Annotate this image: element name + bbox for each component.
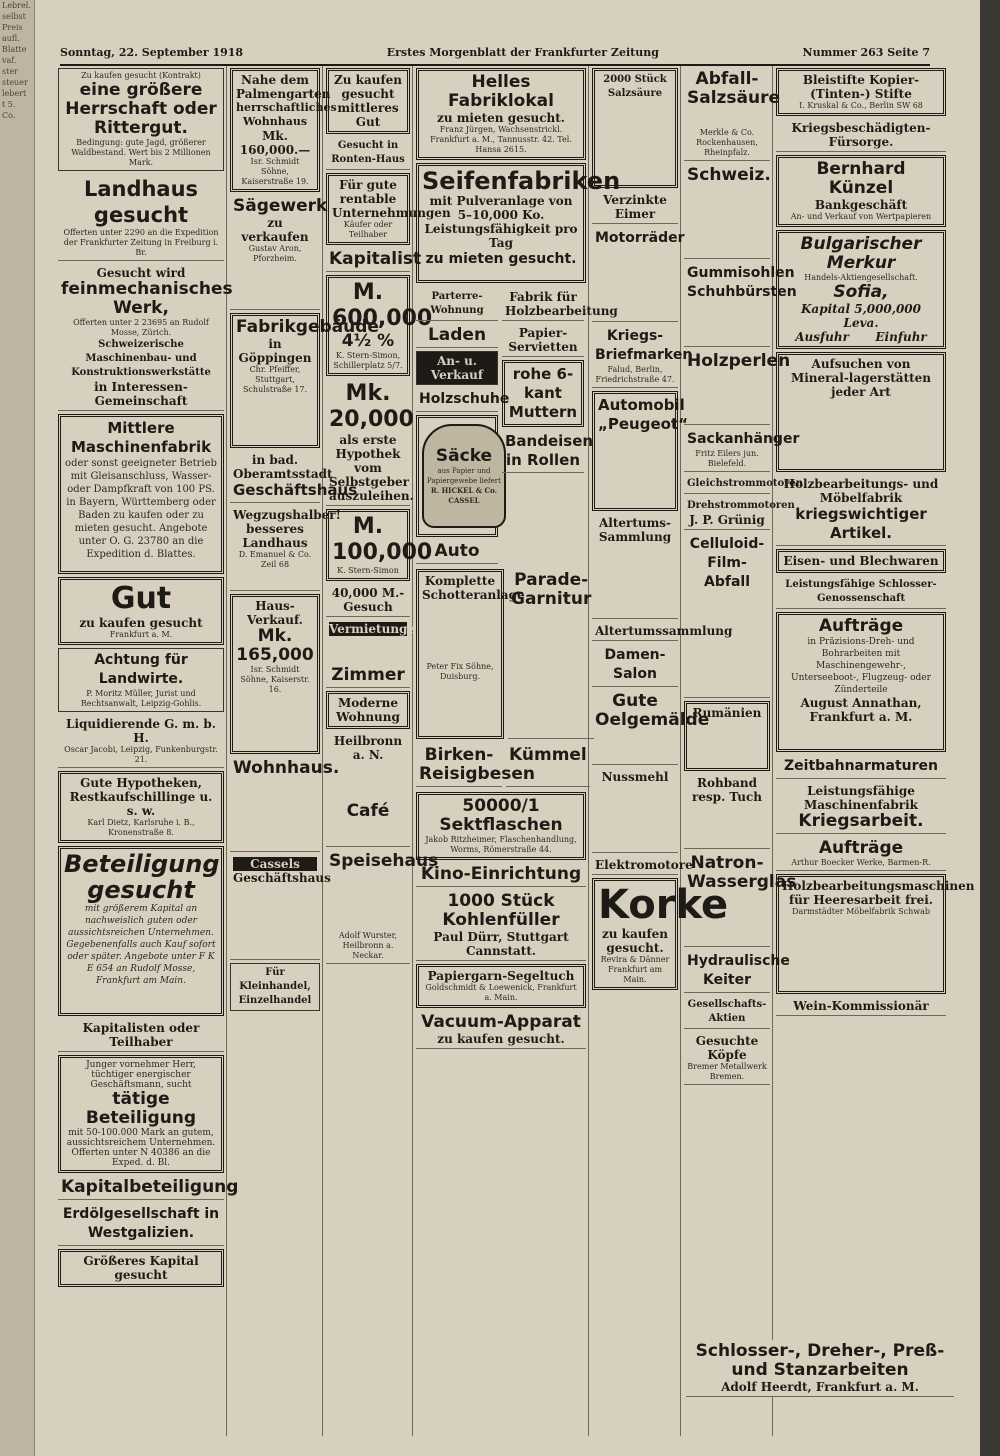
ad-abfall-salzsaeure xyxy=(684,68,781,161)
ad-title: M. 600,000 xyxy=(332,280,433,331)
ad-title: Landhaus gesucht xyxy=(83,177,199,227)
ad-title: Moderne Wohnung xyxy=(336,696,400,724)
ad-feinmechanisches-werk xyxy=(58,264,233,411)
ad-title: Damen-Salon xyxy=(604,647,666,682)
ad-wasserglas xyxy=(684,852,797,947)
ad-title: Für gute rentable Unternehmungen xyxy=(332,178,451,220)
ad-title: Kriegs-Briefmarken xyxy=(595,328,693,363)
header-paper: Erstes Morgenblatt der Frankfurter Zeitung xyxy=(386,46,659,59)
ad-schlosser-genossenschaft xyxy=(776,576,946,609)
ad-text: Isr. Schmidt Söhne, Kaiserstraße 19. xyxy=(241,157,309,186)
ad-seifenfabriken xyxy=(416,163,621,283)
ad-title: Bulgarischer Merkur xyxy=(800,234,922,273)
ad-title: Aufsuchen von Mineral-lagerstätten jeder Art xyxy=(790,357,932,399)
ad-subcolumn xyxy=(500,286,618,567)
edge-text: ster xyxy=(2,67,18,76)
ad-text: Leistungsfähige Maschinenfabrik xyxy=(803,784,918,812)
ad-text: J. P. Grünig xyxy=(689,513,765,527)
ad-title: Altertums-Sammlung xyxy=(598,516,672,544)
ad-liquidierende xyxy=(58,715,224,768)
ad-hypotheken xyxy=(58,771,224,843)
ad-papiergarn xyxy=(416,964,586,1008)
ad-title: Nahe dem Palmengarten xyxy=(236,73,331,101)
ad-title: tätige Beteiligung xyxy=(85,1089,197,1128)
ad-title: Gute Hypotheken, Restkaufschillinge u. s. w. xyxy=(69,776,213,818)
ad-sackanhaenger xyxy=(684,428,800,472)
ad-text: Adolf Wurster, Heilbronn a. Neckar. xyxy=(338,931,398,960)
ad-muttern xyxy=(502,360,584,427)
ad-text: Peter Fix Söhne, Duisburg. xyxy=(426,662,494,681)
ad-kapitalist xyxy=(326,248,422,272)
ad-papier-servietten xyxy=(502,324,584,357)
edge-text: steuer xyxy=(2,78,28,87)
ad-text: Ausfuhr xyxy=(795,330,849,344)
edge-text: vaf. xyxy=(2,56,17,65)
edge-text: Blatte xyxy=(2,45,27,54)
ad-row xyxy=(414,286,618,567)
ad-title: Säcke xyxy=(435,445,493,466)
ad-text: R. HICKEL & Co. CASSEL xyxy=(430,485,498,505)
ad-text: Schweizerische Maschinenbau- und Konstruktionswerkstätte xyxy=(71,339,211,378)
ad-title: Holzschuhe xyxy=(419,391,510,407)
ad-eimer xyxy=(592,191,678,224)
ad-kohlenfueller xyxy=(416,890,586,961)
ad-bulgarischer-merkur xyxy=(776,230,946,349)
ad-title: Wein-Kommissionär xyxy=(793,999,929,1013)
ad-title: rohe 6-kant Muttern xyxy=(508,365,578,421)
ad-title: Gummisohlen Schuhbürsten xyxy=(687,265,797,300)
ad-mittleres-gut xyxy=(326,68,410,134)
ad-wein-kommissionaer xyxy=(776,997,946,1016)
ad-title: Wohnhaus. xyxy=(233,758,340,778)
ad-taetige-beteiligung xyxy=(58,1055,224,1173)
ad-text: Paul Dürr, Stuttgart Cannstatt. xyxy=(433,930,569,958)
ad-text: P. Moritz Müller, Jurist und Rechtsanwalt, Leipzig-Gohlis. xyxy=(80,689,202,708)
ad-title: Beteiligung gesucht xyxy=(64,850,220,904)
ad-maschinenfabrik xyxy=(58,414,224,574)
ad-text: Gustav Aron, Pforzheim. xyxy=(248,244,302,263)
ad-herrschaft xyxy=(58,68,224,171)
ad-wegzugshalber xyxy=(230,506,341,591)
ad-title: Holzbearbeitungsmaschinen für Heeresarbeit frei. xyxy=(782,879,975,907)
ad-title: Sägewerk xyxy=(233,196,328,216)
ad-2000-stueck xyxy=(592,68,678,188)
ad-gut xyxy=(58,577,224,645)
ad-text: Offerten unter 2 23695 an Rudolf Mosse, Zürich. xyxy=(73,318,209,337)
ad-title: eine größere Herrschaft oder Rittergut. xyxy=(65,80,217,138)
ad-title: Rohband resp. Tuch xyxy=(691,776,763,804)
ad-title: Papier-Servietten xyxy=(508,326,578,354)
ad-text: in Präzisions-Dreh- und Bohrarbeiten mit Maschinengewehr-, Unterseeboot-, Flugzeug- oder Zünderteile xyxy=(791,637,931,695)
ad-title: Gesucht in Ronten-Haus xyxy=(331,140,405,165)
ad-title: Aufträge xyxy=(818,838,904,858)
header-number: Nummer 263 Seite 7 xyxy=(802,46,930,59)
ad-title: Mk. 20,000 xyxy=(329,381,414,432)
ad-auto xyxy=(416,540,498,564)
ad-text: Kapital 5,000,000 Leva. xyxy=(800,302,921,330)
ad-text: als erste Hypothek vom Selbstgeber auszuleihen. xyxy=(329,433,414,503)
ad-vacuum-apparat xyxy=(416,1011,586,1049)
ad-landhaus xyxy=(58,174,224,261)
ad-title: Gut xyxy=(110,581,172,616)
ad-title: Speisehaus xyxy=(329,851,439,871)
ad-title: Haus-Verkauf. xyxy=(247,599,303,627)
ad-title: Kümmel xyxy=(509,745,587,765)
ad-drehstrommotoren xyxy=(684,497,795,530)
ad-title: Komplette Schotteranlage xyxy=(422,574,525,602)
ad-text: Frankfurt a. M. xyxy=(109,630,173,639)
header-date: Sonntag, 22. September 1918 xyxy=(60,46,244,59)
ad-text: Fritz Eilers jun. Bielefeld. xyxy=(695,449,759,468)
ad-title: Holzbearbeitungs- und Möbelfabrik xyxy=(783,477,939,505)
ad-laden xyxy=(416,324,498,348)
ad-text: Bremer Metallwerk Bremen. xyxy=(687,1062,767,1081)
ad-subcolumn xyxy=(414,286,510,567)
ad-title: Zimmer xyxy=(331,665,405,685)
ad-title: Helles Fabriklokal xyxy=(448,72,554,111)
edge-text: selbst xyxy=(2,12,26,21)
ad-text: Einfuhr xyxy=(875,330,927,344)
ad-damen-salon xyxy=(592,644,678,687)
ad-holzbearbeitungsmaschinen xyxy=(776,874,975,994)
ad-title: Sackanhänger xyxy=(687,431,800,447)
ad-koepfe xyxy=(684,1032,770,1085)
ad-oberamtsstadt xyxy=(230,451,358,503)
ad-title: Gleichstrommotoren xyxy=(687,478,804,489)
ad-motorraeder xyxy=(592,227,685,322)
ad-title: Nussmehl xyxy=(601,770,669,784)
binding-edge xyxy=(980,0,1000,1456)
ad-title: Abfall-Salzsäure xyxy=(687,69,781,108)
column-7 xyxy=(774,66,975,1436)
ad-title: Erdölgesellschaft in Westgalizien. xyxy=(62,1206,220,1241)
ad-text: zu kaufen gesucht. xyxy=(437,1032,565,1046)
ad-row xyxy=(414,567,592,742)
ad-title: 1000 Stück Kohlenfüller xyxy=(442,891,560,930)
ad-text: Jakob Ritzheimer, Flaschenhandlung, Worms, Römerstraße 44. xyxy=(425,835,577,854)
ad-text: D. Emanuel & Co. Zeil 68 xyxy=(238,550,312,569)
ad-beteiligung xyxy=(58,846,224,1016)
ad-title: Für Kleinhandel, Einzelhandel xyxy=(238,967,312,1006)
ad-text: Sofia, xyxy=(833,282,889,302)
ad-title: feinmechanisches Werk, xyxy=(61,279,233,318)
ad-kuenzel xyxy=(776,155,946,227)
ad-text: Falud, Berlin, Friedrichstraße 47. xyxy=(595,365,675,384)
ad-text: Gesucht wird xyxy=(96,266,186,280)
ad-parterre xyxy=(416,288,498,321)
ad-an-verkauf xyxy=(416,351,498,385)
ad-title: Gesuchte Köpfe xyxy=(695,1034,759,1062)
ad-unternehmungen xyxy=(326,173,451,245)
ad-text: Offerten unter 2290 an die Expedition der Frankfurter Zeitung in Freiburg i. Br. xyxy=(63,228,219,257)
ad-rohband xyxy=(684,774,770,849)
ad-title: 50000/1 Sektflaschen xyxy=(439,796,563,835)
ad-price: Mk. 160,000.— xyxy=(239,129,311,157)
ad-title: herrschaftliches Wohnhaus xyxy=(236,101,337,128)
ad-price: Mk. 165,000 xyxy=(236,626,314,665)
ad-text: Handels-Aktiengesellschaft. xyxy=(804,273,918,282)
ad-title: Verzinkte Eimer xyxy=(603,193,667,221)
ad-text: Franz Jürgen, Wachsenstrickl. Frankfurt a. M., Tannusstr. 42. Tel. Hansa 2615. xyxy=(430,125,572,154)
ad-gleichstrommotoren xyxy=(684,475,804,494)
edge-text: lebert xyxy=(2,89,27,98)
ad-kapitalbeteiligung xyxy=(58,1176,239,1200)
ad-title: Zu kaufen gesucht mittleres Gut xyxy=(334,73,402,129)
ad-title: Eisen- und Blechwaren xyxy=(783,554,939,568)
ad-kleinhandel xyxy=(230,963,320,1011)
ad-speisehaus xyxy=(326,850,439,964)
ad-20000 xyxy=(326,379,414,506)
sack-illustration xyxy=(422,424,506,528)
ad-haus-verkauf xyxy=(230,594,320,754)
ad-birken-reisigbesen xyxy=(416,744,536,787)
ad-title: Bleistifte Kopier-(Tinten-) Stifte xyxy=(802,73,920,101)
ad-achtung xyxy=(58,648,224,712)
ad-title: Gesellschafts-Aktien xyxy=(687,999,767,1024)
ad-600000 xyxy=(326,275,433,376)
ad-title: Parade-Garnitur xyxy=(511,570,592,609)
ad-title: Hydraulische Keiter xyxy=(687,953,790,988)
ad-text: mit Pulveranlage von 5–10,000 Ko. Leistungsfähigkeit pro Tag xyxy=(424,194,578,250)
ad-title: Celluloid-Film-Abfall xyxy=(689,536,765,590)
ad-holzbearbeitung xyxy=(502,288,618,321)
column-4 xyxy=(414,66,621,1436)
column-1 xyxy=(56,66,239,1436)
ad-moebelfabrik xyxy=(776,475,946,546)
ad-oelgemaelde xyxy=(592,690,710,765)
ad-erdoelgesellschaft xyxy=(58,1203,224,1246)
ad-title: Korke xyxy=(598,882,729,928)
ad-text: zu verkaufen xyxy=(241,216,309,244)
edge-text: Lebrel. xyxy=(2,1,31,10)
ad-bandeisen xyxy=(502,430,594,473)
ad-title: Geschäftshaus xyxy=(233,481,358,499)
ad-fuersorge xyxy=(776,119,946,152)
ad-altertums-sammlung xyxy=(592,514,678,619)
ad-schweiz xyxy=(684,164,770,259)
ad-gummisohlen xyxy=(684,262,797,347)
ad-zeitbahnarmaturen xyxy=(776,755,946,779)
ad-elektromotore xyxy=(592,856,693,875)
edge-text: Co. xyxy=(2,111,16,120)
ad-title: Achtung für Landwirte. xyxy=(94,652,188,687)
ad-title: Kriegsarbeit. xyxy=(798,811,924,831)
column-6 xyxy=(682,66,804,1436)
ad-title: Gute Oelgemälde xyxy=(595,691,710,730)
ad-kapitalisten xyxy=(58,1019,224,1052)
ad-title: Bandeisen in Rollen xyxy=(505,432,594,469)
ad-text: Adolf Heerdt, Frankfurt a. M. xyxy=(721,1380,919,1394)
ad-wohnhaus xyxy=(230,757,340,852)
ad-title: Birken-Reisigbesen xyxy=(419,745,536,784)
ad-row xyxy=(782,330,940,344)
ad-peugeot xyxy=(592,391,688,511)
ad-text: zu mieten gesucht. xyxy=(425,251,577,267)
ad-title: Kapitalbeteiligung xyxy=(61,1177,239,1197)
ad-title: besseres Landhaus xyxy=(242,522,308,550)
ad-moderne-wohnung xyxy=(326,691,410,729)
ad-schotteranlage xyxy=(416,569,525,739)
ad-text: Isr. Schmidt Söhne, Kaiserstr. 16. xyxy=(240,665,310,694)
ad-title: Leistungsfähige Schlosser-Genossenschaft xyxy=(785,579,937,604)
ad-saecke xyxy=(416,415,501,537)
ad-title: Liquidierende G. m. b. H. xyxy=(66,717,216,745)
ad-title: Fabrik für Holzbearbeitung xyxy=(505,290,618,318)
ad-fabriklokal xyxy=(416,68,586,160)
ad-title: in bad. Oberamtsstadt xyxy=(233,453,333,481)
ad-groesseres-kapital xyxy=(58,1249,224,1287)
ad-title: Kino-Einrichtung xyxy=(420,864,582,884)
ad-sektflaschen xyxy=(416,792,586,860)
ad-title: Mittlere Maschinenfabrik xyxy=(70,419,212,456)
ad-kriegs-briefmarken xyxy=(592,325,693,388)
ad-text: Goldschmidt & Loewenick, Frankfurt a. Main. xyxy=(425,983,577,1002)
ad-holzperlen xyxy=(684,350,791,425)
ad-title: Schlosser-, Dreher-, Preß- und Stanzarbeiten xyxy=(695,1341,945,1380)
ad-holzschuhe xyxy=(416,388,510,412)
ad-rumaenien xyxy=(684,701,770,771)
ad-text: oder sonst geeigneter Betrieb mit Gleisanschluss, Wasser- oder Dampfkraft von 100 PS. in Bayern, Württemberg oder Baden zu kaufen oder zu mieten gesucht. Angebote unter O. G. 23780 an die Expedition d. Blattes. xyxy=(65,458,217,560)
ad-saegewerk xyxy=(230,195,328,310)
ad-cassels xyxy=(230,855,331,960)
ad-title: Holzperlen xyxy=(687,351,791,371)
ad-title: Kapitalisten oder Teilhaber xyxy=(82,1021,200,1049)
ad-title: Bernhard Künzel xyxy=(816,159,906,198)
ad-aktien xyxy=(684,996,770,1029)
ad-stanzarbeiten xyxy=(686,1340,954,1397)
previous-page-edge xyxy=(0,0,35,1456)
ad-title: Zeitbahnarmaturen xyxy=(784,758,938,774)
ad-text: August Annathan, Frankfurt a. M. xyxy=(800,696,922,724)
ad-title: Seifenfabriken xyxy=(422,167,621,195)
ad-text: aus Papier und Papiergewebe liefert xyxy=(427,466,501,485)
edge-text: t 5. xyxy=(2,100,16,109)
ad-title: An- u. Verkauf xyxy=(430,354,484,382)
edge-text: aufl. xyxy=(2,34,20,43)
ad-title: Schweiz. xyxy=(687,165,771,185)
ad-title: Elektromotore xyxy=(595,858,693,872)
ad-korke xyxy=(592,878,729,990)
ad-keiter xyxy=(684,950,790,993)
ad-text: Junger vornehmer Herr, tüchtiger energischer Geschäftsmann, sucht xyxy=(86,1060,196,1090)
ad-kuemmel xyxy=(506,744,590,787)
ad-title: Laden xyxy=(427,325,487,345)
ad-title: Rumänien xyxy=(692,706,762,720)
ad-text: Chr. Pfeiffer, Stuttgart, Schulstraße 17. xyxy=(242,365,308,394)
ad-bleistifte xyxy=(776,68,946,116)
ad-title: M. 100,000 xyxy=(332,514,433,565)
ad-altertumssammlung xyxy=(592,622,733,641)
ad-title: 40,000 M.-Gesuch xyxy=(331,586,405,614)
ad-palmengarten xyxy=(230,68,337,192)
edge-text: Preis xyxy=(2,23,23,32)
ad-auftraege-2 xyxy=(776,837,946,871)
ad-text: I. Kruskal & Co., Berlin SW 68 xyxy=(799,101,923,110)
ad-text: K. Stern-Simon xyxy=(337,566,399,575)
ad-parade-garnitur xyxy=(508,569,594,739)
ad-40000-gesuch xyxy=(326,584,410,617)
ad-mineral xyxy=(776,352,946,472)
ad-text: K. Stern-Simon, Schillerplatz 5/7. xyxy=(333,351,403,370)
ad-title: Natron-Wasserglas xyxy=(687,853,797,892)
ad-text: Geschäftshaus xyxy=(233,871,331,885)
ad-title: Auto xyxy=(434,541,480,561)
ad-title: Größeres Kapital gesucht xyxy=(83,1254,199,1282)
ad-text: zu kaufen gesucht. xyxy=(601,927,669,955)
ad-title: Kapitalist xyxy=(329,249,422,269)
ad-title: Café xyxy=(346,801,390,821)
ad-auftraege xyxy=(776,612,946,752)
column-3 xyxy=(324,66,451,1436)
ad-title: Motorräder xyxy=(595,230,685,246)
ad-100000 xyxy=(326,509,433,581)
ad-title: Kriegsbeschädigten-Fürsorge. xyxy=(791,121,931,149)
ad-celluloid xyxy=(684,533,770,698)
ad-text: zu kaufen gesucht xyxy=(79,616,203,630)
ad-title: 2000 Stück Salzsäure xyxy=(603,74,667,99)
ad-text: Revira & Dänner Frankfurt am Main. xyxy=(600,955,670,984)
ad-text: 4½ % xyxy=(341,331,395,351)
ad-text: Käufer oder Teilhaber xyxy=(343,220,393,239)
ad-kriegsarbeit xyxy=(776,782,946,834)
ad-vermietungen xyxy=(326,620,424,688)
ad-heilbronn xyxy=(326,732,410,847)
page-header xyxy=(60,46,930,66)
ad-title: Fabrikgebäude xyxy=(236,317,379,337)
ad-title: Papiergarn-Segeltuch xyxy=(427,969,575,983)
ad-text: Arthur Boecker Werke, Barmen-R. xyxy=(791,858,931,867)
ad-text: Karl Dietz, Karlsruhe i. B., Kronenstraße 8. xyxy=(87,818,195,837)
ad-row xyxy=(414,742,588,790)
ad-text: zu mieten gesucht. xyxy=(437,111,565,125)
ad-title: kriegswichtiger Artikel. xyxy=(795,505,927,542)
ad-nussmehl xyxy=(592,768,678,853)
ad-text: Bedingung: gute Jagd, größerer Waldbestand. Wert bis 2 Millionen Mark. xyxy=(71,138,211,167)
ad-title: Wegzugshalber! xyxy=(233,508,341,522)
ad-title: Automobil „Peugeot“ xyxy=(598,396,688,433)
ad-text: in Göppingen xyxy=(238,337,312,365)
ad-text: Zu kaufen gesucht (Kontrakt) xyxy=(81,71,201,80)
ad-text: Darmstädter Möbelfabrik Schwab xyxy=(791,907,931,916)
ad-text: Merkle & Co. Rockenhausen, Rheinpfalz. xyxy=(696,128,758,157)
ad-title: Aufträge xyxy=(818,616,904,636)
ad-title: Altertumssammlung xyxy=(595,624,733,638)
ad-text: mit größerem Kapital an nachweislich guten oder aussichtsreichen Unternehmen. Gegebenenfalls auch Kauf sofort oder später. Angebote unter F K E 654 an Rudolf Mosse, Frankfurt am Main. xyxy=(66,904,216,986)
ad-text: mit 50-100.000 Mark an gutem, aussichtsreichem Unternehmen. Offerten unter N 40386 an die Exped. d. Bl. xyxy=(66,1128,216,1168)
ad-title: Vermietungen xyxy=(329,622,424,636)
ad-title: Vacuum-Apparat xyxy=(421,1012,581,1032)
ad-text: An- und Verkauf von Wertpapieren xyxy=(790,212,932,221)
ad-title: Cassels xyxy=(233,857,317,871)
ad-title: Heilbronn a. N. xyxy=(333,734,403,762)
ad-kino-einrichtung xyxy=(416,863,586,887)
ad-ronten-haus xyxy=(326,137,410,170)
ad-title: Drehstrommotoren xyxy=(687,500,795,511)
ad-eisen-blechwaren xyxy=(776,549,946,573)
ad-text: in Interessen-Gemeinschaft xyxy=(94,380,188,408)
ad-title: Parterre-Wohnung xyxy=(430,291,484,316)
ad-text: Oscar Jacobi, Leipzig, Funkenburgstr. 21. xyxy=(64,745,218,764)
ad-text: Bankgeschäft xyxy=(814,198,908,212)
